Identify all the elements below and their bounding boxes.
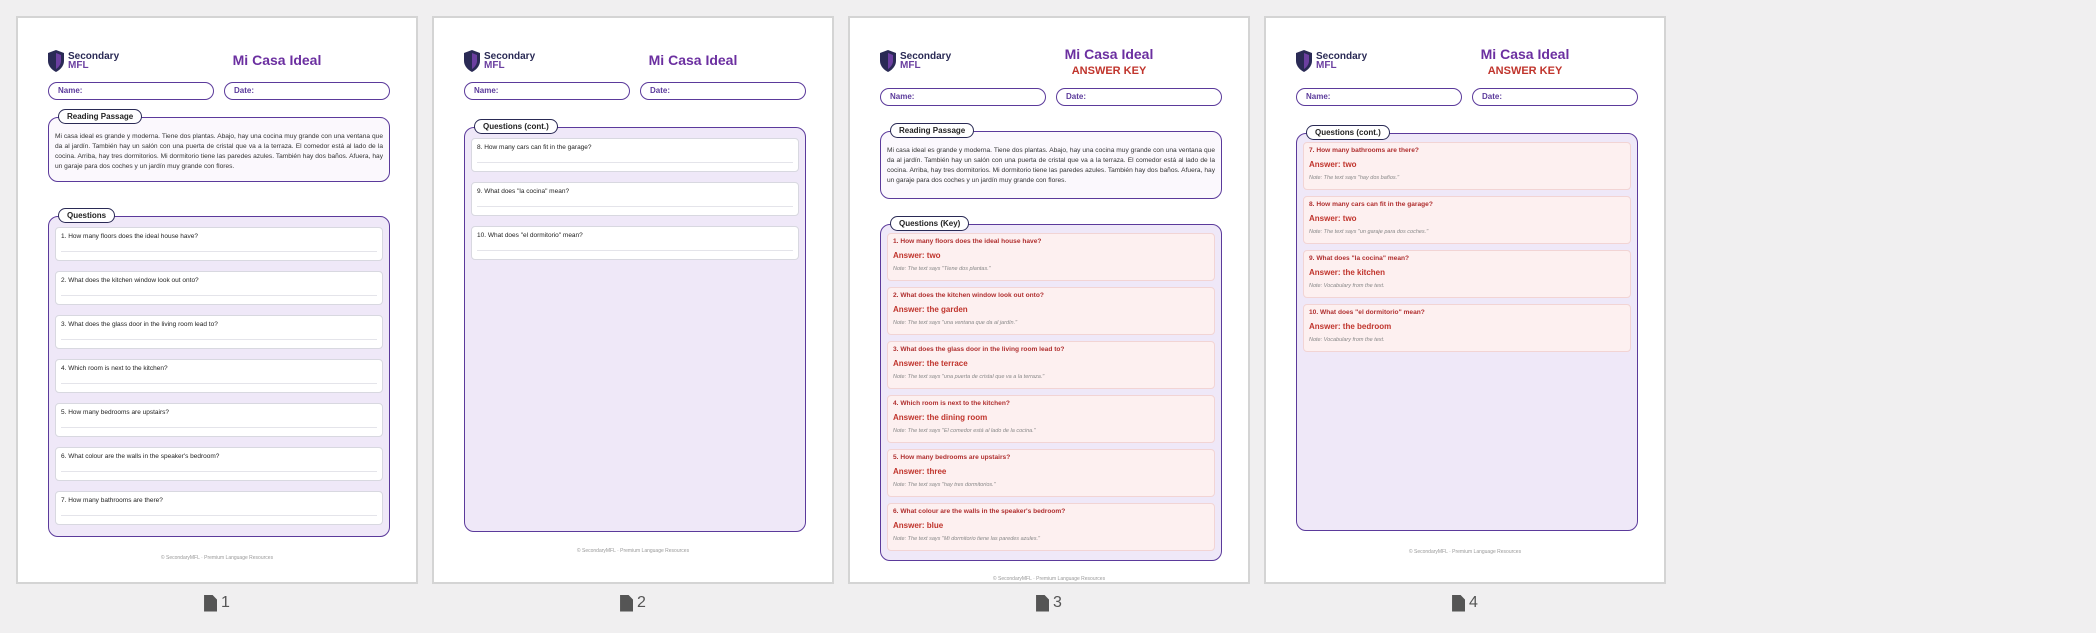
key-answer: Answer: the kitchen <box>1309 268 1386 277</box>
section-tab: Questions <box>58 208 115 223</box>
page-title: Mi Casa Ideal <box>1480 46 1570 62</box>
reading-passage-box <box>48 112 390 182</box>
key-question: 6. What colour are the walls in the speaker's bedroom? <box>893 508 1066 515</box>
question-text: 2. What does the kitchen window look out onto? <box>61 277 199 284</box>
key-card <box>1303 250 1631 298</box>
key-answer: Answer: the terrace <box>893 359 968 368</box>
key-note: Note: The text says "una puerta de cristal que va a la terraza." <box>893 374 1045 380</box>
answer-key-heading: ANSWER KEY <box>1071 65 1147 77</box>
answer-line <box>61 427 377 428</box>
answer-line <box>61 383 377 384</box>
footer: © SecondaryMFL · Premium Language Resources <box>1408 549 1522 555</box>
key-note: Note: Vocabulary from the text. <box>1309 283 1385 289</box>
key-question: 1. How many floors does the ideal house have? <box>893 238 1042 245</box>
key-question: 4. Which room is next to the kitchen? <box>893 400 1010 407</box>
page-number-1[interactable] <box>16 594 418 612</box>
key-answer: Answer: two <box>1309 160 1357 169</box>
footer: © SecondaryMFL · Premium Language Resources <box>160 555 274 561</box>
key-note: Note: The text says "Mi dormitorio tiene las paredes azules." <box>893 536 1040 542</box>
question-card[interactable] <box>55 227 383 261</box>
shield-logo-icon <box>880 50 896 72</box>
key-note: Note: The text says "una ventana que da al jardín." <box>893 320 1018 326</box>
shield-logo-icon <box>464 50 480 72</box>
key-card <box>1303 196 1631 244</box>
questions-box <box>48 211 390 537</box>
date-field[interactable]: Date: <box>640 82 806 100</box>
question-text: 4. Which room is next to the kitchen? <box>61 365 168 372</box>
reading-passage: Mi casa ideal es grande y moderna. Tiene dos plantas. Abajo, hay una cocina muy grande con una ventana que da al jardín. También hay un salón con una puerta de cristal que va a la terraza. El comedor está al lado de la cocina. Arriba, hay tres dormitorios. Mi dormitorio tiene las paredes azules. También hay dos baños. Afuera, hay un garaje para dos coches y un jardín muy grande con flores. <box>887 147 1215 184</box>
answer-line <box>61 251 377 252</box>
brand-sub: MFL <box>68 60 89 71</box>
questions-key-box <box>880 219 1222 561</box>
reading-passage-box <box>880 126 1222 199</box>
brand-name: Secondary <box>484 51 536 62</box>
page-number-2[interactable] <box>432 594 834 612</box>
question-card[interactable] <box>55 491 383 525</box>
reading-passage: Mi casa ideal es grande y moderna. Tiene dos plantas. Abajo, hay una cocina muy grande con una ventana que da al jardín. También hay un salón con una puerta de cristal que va a la terraza. El comedor está al lado de la cocina. Arriba, hay tres dormitorios. Mi dormitorio tiene las paredes azules. También hay dos baños. Afuera, hay un garaje para dos coches y un jardín muy grande con flores. <box>55 133 383 170</box>
key-answer: Answer: blue <box>893 521 944 530</box>
key-note: Note: The text says "hay dos baños." <box>1309 175 1400 181</box>
key-question: 3. What does the glass door in the living room lead to? <box>893 346 1065 353</box>
question-text: 8. How many cars can fit in the garage? <box>477 144 592 151</box>
key-note: Note: The text says "El comedor está al lado de la cocina." <box>893 428 1036 434</box>
brand-sub: MFL <box>900 60 921 71</box>
question-card[interactable] <box>55 403 383 437</box>
name-field[interactable]: Name: <box>880 88 1046 106</box>
key-question: 8. How many cars can fit in the garage? <box>1309 201 1433 208</box>
key-card <box>887 341 1215 389</box>
key-question: 5. How many bedrooms are upstairs? <box>893 454 1011 461</box>
key-answer: Answer: three <box>893 467 947 476</box>
question-text: 9. What does "la cocina" mean? <box>477 188 570 195</box>
document-icon <box>620 595 633 612</box>
section-tab: Questions (cont.) <box>474 119 558 134</box>
questions-cont-box <box>464 122 806 532</box>
question-text: 3. What does the glass door in the living room lead to? <box>61 321 218 328</box>
page-number-label: 3 <box>1053 594 1062 611</box>
question-text: 10. What does "el dormitorio" mean? <box>477 232 583 239</box>
page-1 <box>16 16 418 584</box>
question-card[interactable] <box>55 359 383 393</box>
page-title: Mi Casa Ideal <box>1064 46 1154 62</box>
document-icon <box>1036 595 1049 612</box>
key-note: Note: Vocabulary from the text. <box>1309 337 1385 343</box>
answer-line <box>61 515 377 516</box>
page-4 <box>1264 16 1666 584</box>
key-answer: Answer: the dining room <box>893 413 988 422</box>
key-card <box>887 233 1215 281</box>
questions-cont-key-box <box>1296 128 1638 531</box>
brand-logo <box>464 50 535 72</box>
answer-line <box>61 471 377 472</box>
answer-line <box>477 250 793 251</box>
answer-line <box>61 339 377 340</box>
key-card <box>1303 142 1631 190</box>
key-card <box>887 449 1215 497</box>
section-tab: Reading Passage <box>58 109 142 124</box>
key-answer: Answer: two <box>893 251 941 260</box>
shield-logo-icon <box>1296 50 1312 72</box>
key-note: Note: The text says "un garaje para dos coches." <box>1309 229 1429 235</box>
key-card <box>1303 304 1631 352</box>
date-field[interactable]: Date: <box>1056 88 1222 106</box>
question-card[interactable] <box>471 226 799 260</box>
brand-logo <box>880 50 951 72</box>
name-field[interactable]: Name: <box>48 82 214 100</box>
answer-key-heading: ANSWER KEY <box>1487 65 1563 77</box>
brand-sub: MFL <box>1316 60 1337 71</box>
question-text: 1. How many floors does the ideal house have? <box>61 233 198 240</box>
page-number-4[interactable] <box>1264 594 1666 612</box>
footer: © SecondaryMFL · Premium Language Resources <box>576 548 690 554</box>
question-text: 5. How many bedrooms are upstairs? <box>61 409 170 416</box>
key-card <box>887 503 1215 551</box>
key-answer: Answer: the bedroom <box>1309 322 1392 331</box>
key-note: Note: The text says "hay tres dormitorios." <box>893 482 996 488</box>
section-tab: Questions (cont.) <box>1306 125 1390 140</box>
answer-line <box>61 295 377 296</box>
page-number-label: 1 <box>221 594 230 611</box>
key-question: 7. How many bathrooms are there? <box>1309 147 1419 154</box>
key-note: Note: The text says "Tiene dos plantas." <box>893 266 991 272</box>
key-card <box>887 395 1215 443</box>
page-3 <box>848 16 1250 584</box>
key-answer: Answer: the garden <box>893 305 968 314</box>
footer: © SecondaryMFL · Premium Language Resources <box>992 576 1106 582</box>
key-question: 2. What does the kitchen window look out onto? <box>893 292 1044 299</box>
page-number-label: 2 <box>637 594 646 611</box>
document-icon <box>204 595 217 612</box>
page-title: Mi Casa Ideal <box>648 52 738 68</box>
name-field[interactable]: Name: <box>464 82 630 100</box>
question-text: 7. How many bathrooms are there? <box>61 497 163 504</box>
answer-line <box>477 206 793 207</box>
brand-name: Secondary <box>68 51 120 62</box>
question-text: 6. What colour are the walls in the speaker's bedroom? <box>61 453 220 460</box>
brand-sub: MFL <box>484 60 505 71</box>
section-tab: Questions (Key) <box>890 216 969 231</box>
page-number-label: 4 <box>1469 594 1478 611</box>
shield-logo-icon <box>48 50 64 72</box>
answer-line <box>477 162 793 163</box>
question-card[interactable] <box>471 182 799 216</box>
key-answer: Answer: two <box>1309 214 1357 223</box>
question-card[interactable] <box>471 138 799 172</box>
brand-logo <box>1296 50 1367 72</box>
document-icon <box>1452 595 1465 612</box>
question-card[interactable] <box>55 447 383 481</box>
key-card <box>887 287 1215 335</box>
brand-name: Secondary <box>900 51 952 62</box>
key-question: 9. What does "la cocina" mean? <box>1309 255 1410 262</box>
date-field[interactable]: Date: <box>1472 88 1638 106</box>
brand-name: Secondary <box>1316 51 1368 62</box>
page-title: Mi Casa Ideal <box>232 52 322 68</box>
name-field[interactable]: Name: <box>1296 88 1462 106</box>
question-card[interactable] <box>55 315 383 349</box>
question-card[interactable] <box>55 271 383 305</box>
brand-logo <box>48 50 119 72</box>
key-question: 10. What does "el dormitorio" mean? <box>1309 309 1425 316</box>
page-number-3[interactable] <box>848 594 1250 612</box>
page-2 <box>432 16 834 584</box>
date-field[interactable]: Date: <box>224 82 390 100</box>
section-tab: Reading Passage <box>890 123 974 138</box>
